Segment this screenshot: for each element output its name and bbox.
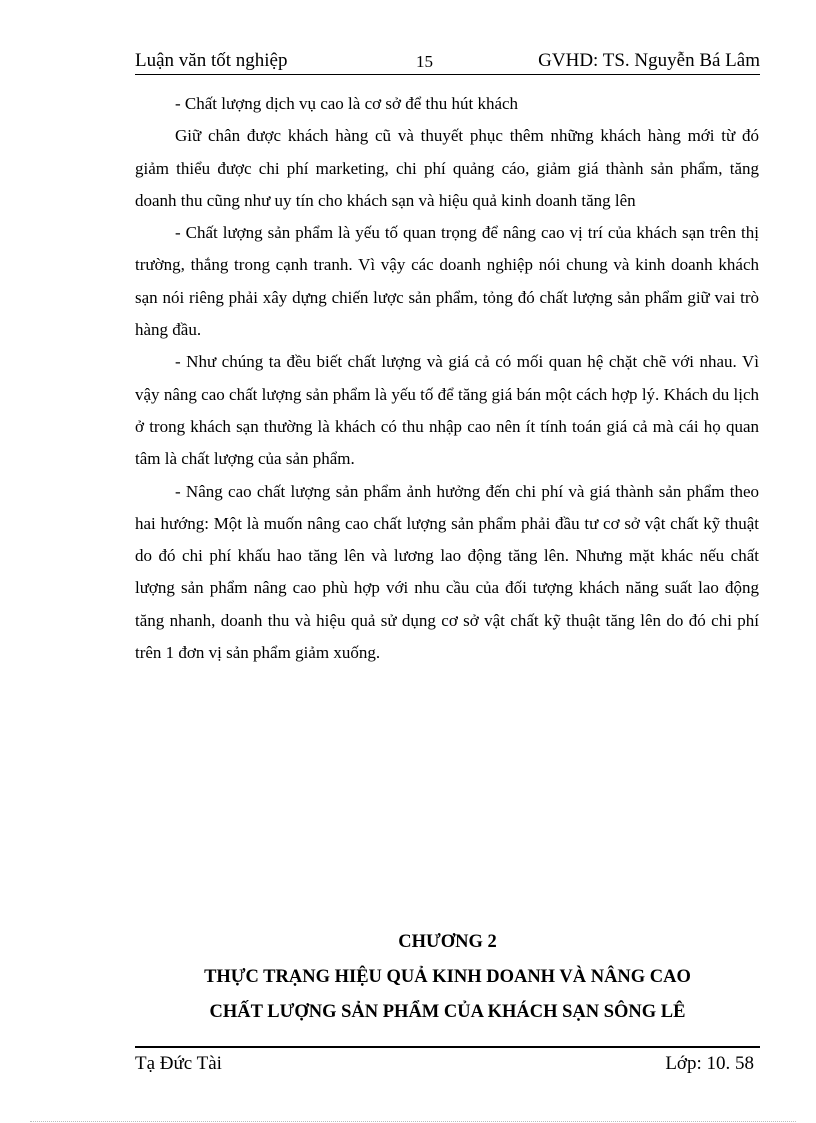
- page-header: [135, 46, 760, 75]
- footer-author: Tạ Đức Tài: [135, 1053, 222, 1074]
- paragraph: - Chất lượng sản phẩm là yếu tố quan trọng để nâng cao vị trí của khách sạn trên thị trường, thắng trong cạnh tranh. Vì vậy các doanh nghiệp nói chung và kinh doanh khách sạn nói riêng phải xây dựng chiến lược sản phẩm, tỏng đó chất lượng sản phẩm giữ vai trò hàng đầu.: [135, 223, 759, 340]
- paragraph: - Chất lượng dịch vụ cao là cơ sở để thu hút khách: [175, 94, 519, 113]
- chapter-title-line-2: CHẤT LƯỢNG SẢN PHẨM CỦA KHÁCH SẠN SÔNG LÊ: [209, 1002, 686, 1022]
- header-thesis-label: Luận văn tốt nghiệp: [135, 50, 288, 71]
- paragraph: - Nâng cao chất lượng sản phẩm ảnh hưởng đến chi phí và giá thành sản phẩm theo hai hướng: Một là muốn nâng cao chất lượng sản phẩm phải đầu tư cơ sở vật chất kỹ thuật do đó chi phí khấu hao tăng lên và lương lao động tăng lên. Nhưng mặt khác nếu chất lượng sản phẩm nâng cao phù hợp với nhu cầu của đối tượng khách năng suất lao động tăng nhanh, doanh thu và hiệu quả sử dụng cơ sở vật chất kỹ thuật tăng lên do đó chi phí trên 1 đơn vị sản phẩm giảm xuống.: [135, 481, 759, 663]
- paragraph: Giữ chân được khách hàng cũ và thuyết phục thêm những khách hàng mới từ đó giảm thiểu được chi phí marketing, chi phí quảng cáo, giảm giá thành sản phẩm, tăng doanh thu cũng như uy tín cho khách sạn và hiệu quả kinh doanh tăng lên: [135, 126, 759, 210]
- footer-class: Lớp: 10. 58: [665, 1053, 754, 1074]
- paragraph: - Như chúng ta đều biết chất lượng và giá cả có mối quan hệ chặt chẽ với nhau. Vì vậy nâng cao chất lượng sản phẩm là yếu tố để tăng giá bán một cách hợp lý. Khách du lịch ở trong khách sạn thường là khách có thu nhập cao nên ít tính toán giá cả mà cái họ quan tâm là chất lượng của sản phẩm.: [135, 352, 759, 469]
- chapter-heading: [135, 925, 760, 1030]
- header-supervisor: GVHD: TS. Nguyễn Bá Lâm: [538, 50, 760, 71]
- page-edge-divider: [30, 1121, 796, 1122]
- page-number: 15: [416, 52, 433, 71]
- page-footer: [135, 1046, 760, 1078]
- chapter-title-line-1: THỰC TRẠNG HIỆU QUẢ KINH DOANH VÀ NÂNG CAO: [204, 967, 691, 987]
- chapter-number: CHƯƠNG 2: [398, 932, 497, 952]
- document-body: [135, 88, 759, 669]
